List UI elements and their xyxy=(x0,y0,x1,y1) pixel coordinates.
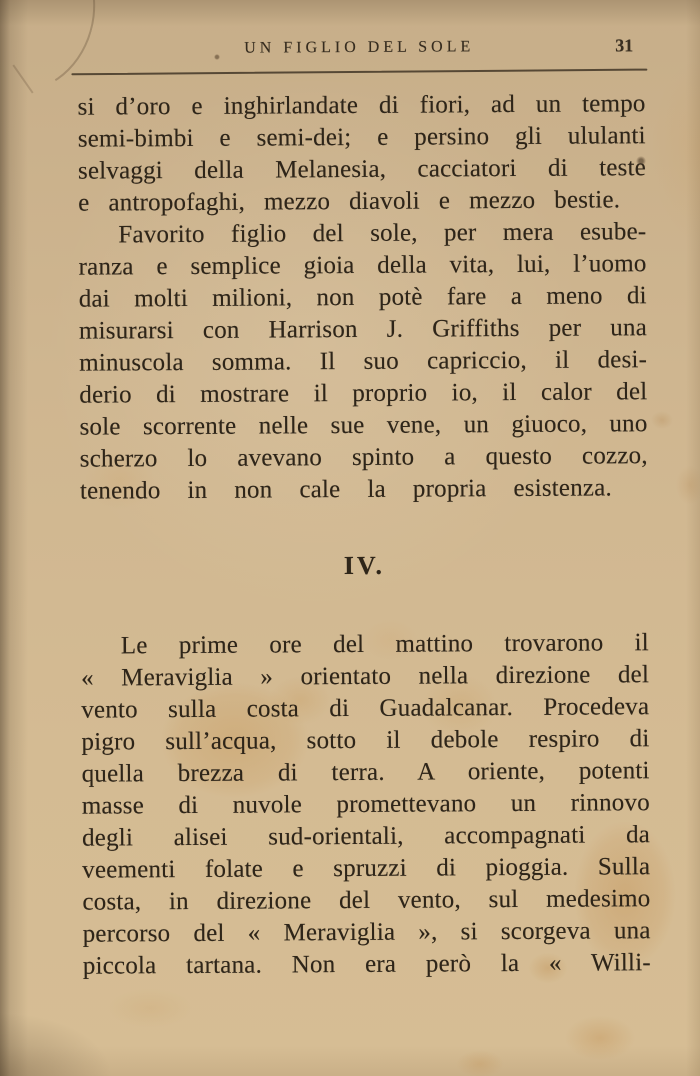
running-header xyxy=(73,35,645,60)
chapter-heading: IV. xyxy=(343,550,386,581)
text-line: sole scorrente nelle sue vene, un giuoco, uno xyxy=(79,410,648,441)
text-line: selvaggi della Melanesia, cacciatori di teste xyxy=(77,154,647,185)
text-line: misurarsi con Harrison J. Griffiths per una xyxy=(78,314,648,345)
header-rule xyxy=(71,69,647,76)
text-line: piccola tartana. Non era però la « Willi- xyxy=(82,949,651,980)
running-header-title: UN FIGLIO DEL SOLE xyxy=(244,38,475,57)
text-line: Le prime ore del mattino trovarono il xyxy=(120,629,649,660)
text-line: veementi folate e spruzzi di pioggia. Sulla xyxy=(82,853,651,884)
text-line: e antropofaghi, mezzo diavoli e mezzo bestie. xyxy=(78,186,621,217)
paragraph xyxy=(81,627,651,982)
text-line: ranza e semplice gioia della vita, lui, l’uomo xyxy=(78,250,647,281)
text-line: vento sulla costa di Guadalcanar. Procedeva xyxy=(81,693,650,724)
text-line: quella brezza di terra. A oriente, potenti xyxy=(81,757,650,788)
text-line: semi-bimbi e semi-dei; e persino gli ululanti xyxy=(77,122,646,153)
page-number: 31 xyxy=(615,35,634,56)
text-line: degli alisei sud-orientali, accompagnati da xyxy=(81,821,651,852)
text-line: minuscola somma. Il suo capriccio, il desi- xyxy=(79,346,648,377)
paragraph xyxy=(78,216,648,507)
text-line: Favorito figlio del sole, per mera esube- xyxy=(118,218,647,249)
text-line: dai molti milioni, non potè fare a meno di xyxy=(78,282,647,313)
text-line: percorso del « Meraviglia », si scorgeva una xyxy=(82,917,651,948)
text-line: costa, in direzione del vento, sul medesimo xyxy=(82,885,651,916)
text-line: « Meraviglia » orientato nella direzione del xyxy=(81,661,650,692)
text-line: derio di mostrare il proprio io, il calor del xyxy=(79,378,648,409)
text-line: scherzo lo avevano spinto a questo cozzo, xyxy=(79,442,648,473)
text-line: si d’oro e inghirlandate di fiori, ad un tempo xyxy=(77,90,646,121)
text-line: masse di nuvole promettevano un rinnovo xyxy=(81,789,650,820)
text-line: tenendo in non cale la propria esistenza. xyxy=(79,474,613,505)
text-line: pigro sull’acqua, sotto il debole respiro di xyxy=(81,725,650,756)
paragraph xyxy=(78,88,647,219)
